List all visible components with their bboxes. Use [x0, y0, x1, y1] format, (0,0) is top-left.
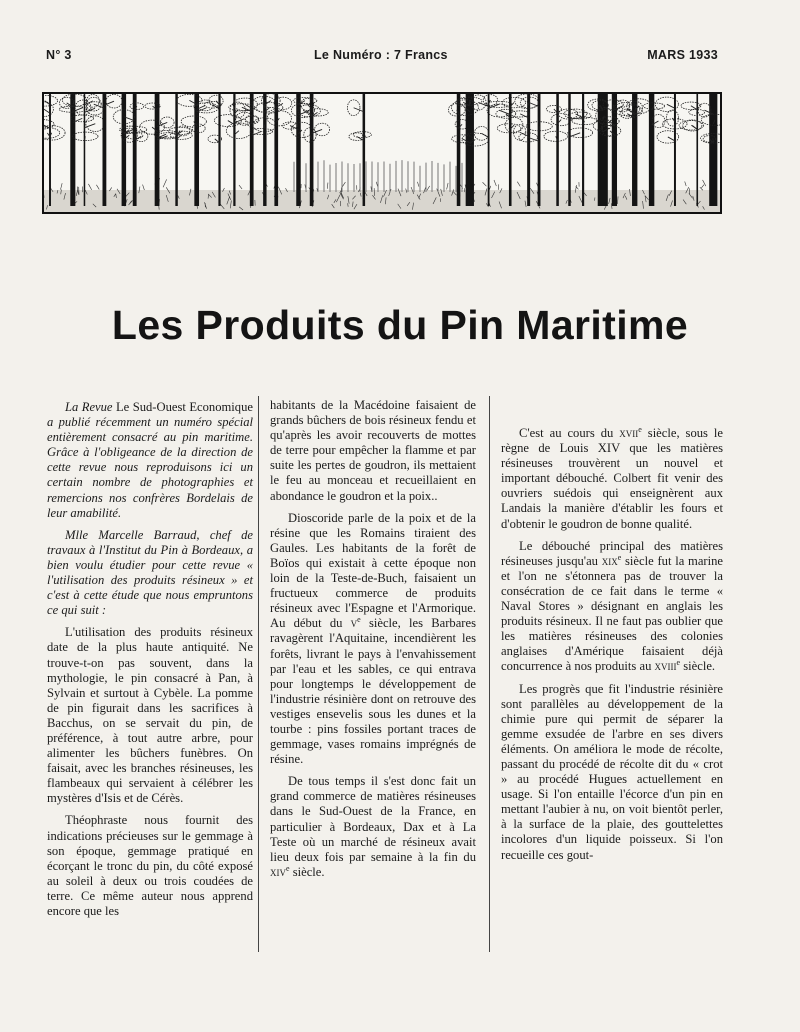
grass-stroke [483, 182, 487, 186]
tree-trunk [556, 94, 559, 206]
tree-trunk [102, 94, 106, 206]
tree-trunk [488, 94, 490, 206]
text-run: Le débouché principal des matières résineuses jusqu'au [501, 538, 723, 568]
superscript: e [357, 615, 361, 625]
paragraph: L'utilisation des produits résineux date de la plus haute antiquité. Ne trouve-t-on pas souvent, dans la mythologie, le pin consacré à Pan, à Sylvain et surtout à Cybèle. La pomme de pin figurait dans les sacrifices à Bacchus, on se servait du pin, de préférence, à tout autre arbre, pour alimenter les bûchers funèbres. On faisait, avec les branches résineuses, les flambeaux qui servaient à célébrer les mystères d'Isis et de Cérès. [47, 625, 253, 806]
grass-stroke [703, 180, 706, 186]
grass-stroke [427, 186, 430, 190]
tree-trunk [218, 94, 220, 206]
text-run: Dioscoride parle de la poix et de la résine que les Romains tiraient des Gaules. Les habitants de la forêt de Boïos qui existait à cette époque non loin de la Teste-de-Buch, faisaient un fructueux commerce de produits résineux avec l'Espagne et l'Armorique. Au début du [270, 510, 476, 631]
paragraph [270, 774, 476, 880]
grass-stroke [239, 185, 242, 189]
grass-stroke [60, 183, 62, 189]
ground [44, 190, 720, 212]
grass-stroke [447, 183, 448, 190]
branch [667, 104, 675, 108]
column-2 [270, 398, 476, 887]
tree-trunk [612, 94, 617, 206]
foliage [160, 117, 174, 128]
century-numeral: v [350, 616, 358, 631]
foliage [226, 123, 251, 139]
grass-stroke [417, 182, 418, 187]
branch [569, 133, 580, 137]
paragraph: Les progrès que fit l'industrie résinière sont parallèles au développement de la chimie pure qui permit de séparer la gemme exsudée de l'arbre en ses divers éléments. On améliora le mode de récolte, passant du procédé de récolte dit du « crot » au procédé Hugues actuellement en usage. Si l'on entaille l'écorce d'un pin en mettant l'aubier à nu, on voit bientôt perler, à la surface de la plaie, des gouttelettes incolores d'un liquide poisseux. Si l'on recueille ces gout- [501, 681, 723, 862]
superscript: e [676, 658, 681, 668]
column-3 [501, 426, 723, 870]
grass-stroke [88, 184, 91, 190]
grass-stroke [685, 181, 686, 186]
branch [482, 133, 489, 137]
intro-text: Le Sud-Ouest Economique [112, 400, 253, 414]
branch [668, 137, 675, 141]
grass-stroke [489, 186, 490, 190]
tree-trunk [122, 94, 127, 206]
column-1 [47, 400, 253, 926]
tree-trunk [175, 94, 177, 206]
grass-stroke [96, 185, 99, 190]
tree-trunk [527, 94, 530, 206]
issue-number: N° 3 [46, 48, 72, 62]
grass-stroke [143, 185, 145, 190]
text-run: C'est au cours du [519, 426, 620, 440]
tree-trunk [538, 94, 541, 206]
article-title: Les Produits du Pin Maritime [111, 302, 689, 348]
issue-price: Le Numéro : 7 Francs [314, 48, 448, 62]
foliage [315, 123, 330, 135]
foliage [546, 105, 561, 112]
page-header [46, 48, 718, 66]
branch [500, 110, 511, 114]
paragraph [270, 511, 476, 768]
text-run: De tous temps il s'est donc fait un grand commerce de matières résineuses dans le Sud-Ouest de la France, en particulier à Bordeaux, Dax et à La Teste où un marché de résineux avait lieu deux fois par semaine à la fin du [270, 774, 476, 864]
issue-date: MARS 1933 [647, 48, 718, 62]
tree-trunk [649, 94, 654, 206]
branch [602, 126, 603, 130]
intro-text: La Revue [65, 400, 113, 414]
century-numeral: xviii [654, 659, 677, 674]
paragraph: Théophraste nous fournit des indications précieuses sur le gemmage à son époque, gemmage pratiqué en écorçant le tronc du pin, du côté exposé au soleil à deux ou trois coudées de terre. Ce même auteur nous apprend encore que les [47, 813, 253, 918]
tree-trunk [466, 94, 474, 206]
branch [691, 125, 697, 129]
paragraph [501, 539, 723, 675]
tree-trunk [509, 94, 512, 206]
pine-forest-drawing [44, 94, 720, 212]
text-run: siècle. [289, 864, 325, 879]
branch [354, 108, 364, 112]
tree-trunk [709, 94, 717, 206]
intro-paragraph-1 [47, 400, 253, 521]
superscript: e [638, 425, 642, 434]
tree-trunk [155, 94, 160, 206]
grass-stroke [327, 183, 328, 189]
tree-trunk [296, 94, 300, 206]
foliage [267, 111, 291, 126]
pine-forest-illustration [42, 92, 722, 214]
text-run: siècle. [680, 659, 716, 674]
foliage [86, 116, 105, 132]
century-numeral: xvii [619, 426, 639, 440]
superscript: e [286, 863, 290, 873]
paragraph: habitants de la Macédoine faisaient de grands bûchers de bois résineux fendu et qu'après les avoir recouverts de mottes de terre pour empêcher la flamme et par suite les pertes de goudron, ils mettaient le feu au monceau et recueillaient en abondance le goudron et la poix.. [270, 398, 476, 503]
grass-stroke [517, 182, 520, 187]
grass-stroke [701, 185, 704, 188]
paragraph [501, 426, 723, 532]
text-run: siècle, sous le règne de Louis XIV que les matières résineuses trouvèrent un nouvel et important débouché. Colbert fit venir des ouvriers suédois qui enseignèrent aux Landais la manière d'établir les fours et d'obtenir le goudron de bonne qualité. [501, 426, 724, 531]
tree-trunk [568, 94, 570, 206]
tree-trunk [310, 94, 314, 206]
superscript: e [617, 552, 622, 562]
foliage [197, 100, 213, 111]
grass-stroke [494, 180, 496, 186]
tree-trunk [84, 94, 86, 206]
tree-trunk [696, 94, 698, 206]
foliage [679, 121, 704, 130]
branch [697, 112, 698, 116]
intro-text: a publié récemment un numéro spécial entièrement consacré au pin maritime. Grâce à l'obligeance de la direction de cette revue nous reproduisons ici un certain nombre de photographies et remercions nos confrères Bordelais de leur amabilité. [47, 415, 253, 520]
grass-stroke [163, 179, 167, 187]
foliage [44, 126, 65, 141]
column-divider [489, 396, 490, 952]
tree-trunk [133, 94, 137, 206]
text-run: siècle fut la marine et l'on ne s'étonnera pas de trouver la consécration de ce fait dans le terme « Naval Stores » désignant en anglais les produits résineux. Il ne faut pas oublier que les matières résineuses des colonies anglaises d'Amérique faisaient déjà concurrence à nos produits au [501, 553, 723, 674]
tree-trunk [363, 94, 366, 206]
tree-trunk [49, 94, 51, 206]
intro-paragraph-2: Mlle Marcelle Barraud, chef de travaux à l'Institut du Pin à Bordeaux, a bien voulu étudier pour cette revue « l'utilisation des produits résineux » et c'est à cette étude que nous empruntons ce qui suit : [47, 527, 253, 618]
branch [529, 103, 539, 107]
column-divider [258, 396, 259, 952]
foliage [130, 103, 144, 110]
century-numeral: xiv [270, 864, 286, 879]
text-run: siècle, les Barbares ravagèrent l'Aquitaine, incendièrent les forêts, livrant le pays à l'envahissement par l'eau et les sables, ce qui entrava pour longtemps le développement de l'industrie résinière dont on retrouve des vestiges ensevelis sous les dunes et la tourbe : pins fossiles portant traces de gemmage, vases romains imprégnés de résine. [270, 616, 476, 767]
century-numeral: xix [601, 553, 618, 568]
